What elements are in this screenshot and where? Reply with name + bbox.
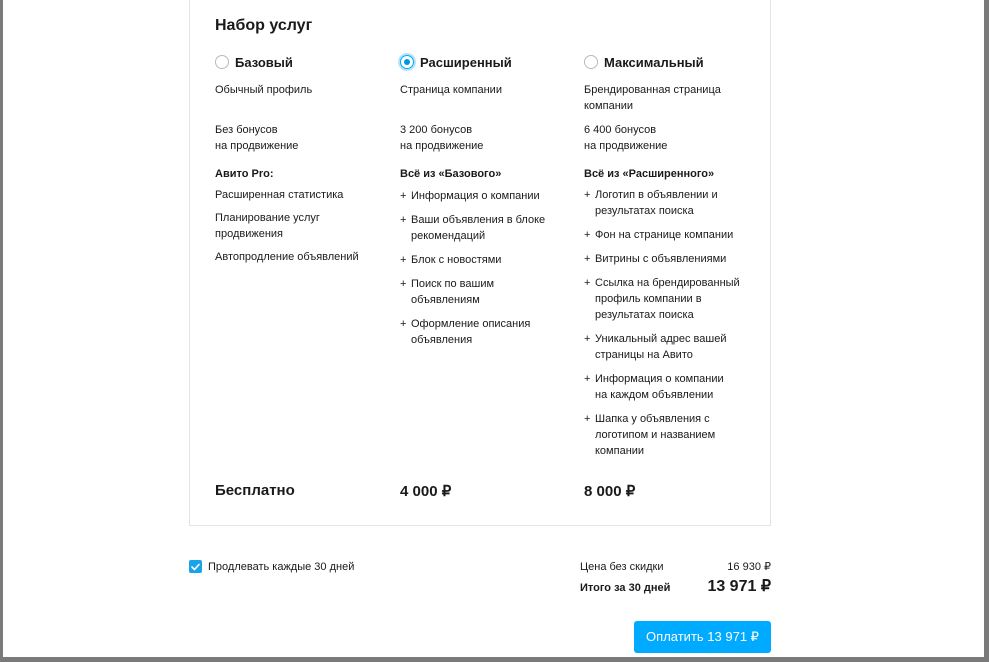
plan-maximum-bonus	[584, 122, 754, 154]
list-item	[400, 188, 570, 204]
total-row	[580, 576, 771, 596]
total-label: Итого за 30 дней	[580, 582, 671, 594]
plan-maximum-features	[584, 187, 754, 467]
no-discount-label: Цена без скидки	[580, 561, 664, 573]
feature-text: Шапка у объявления с логотипом и названием компании	[595, 413, 716, 457]
feature-text: Оформление описания объявления	[411, 318, 531, 346]
plan-basic-price: Бесплатно	[215, 482, 295, 499]
total-value: 13 971 ₽	[707, 578, 771, 595]
plus-icon: +	[584, 229, 591, 241]
feature-text: Фон на странице компании	[595, 229, 734, 241]
feature-text: Логотип в объявлении и результатах поиска	[595, 189, 718, 217]
no-discount-row	[580, 560, 771, 573]
plan-basic-name: Базовый	[235, 54, 293, 70]
feature-text: Блок с новостями	[411, 254, 502, 266]
plan-extended-price: 4 000 ₽	[400, 483, 452, 500]
plan-extended-bonus-amount: 3 200 бонусов	[400, 124, 473, 136]
plus-icon: +	[584, 189, 591, 201]
plan-maximum-description: Брендированная страница компании	[584, 84, 721, 112]
plan-basic-features-title: Авито Pro:	[215, 168, 274, 180]
list-item	[215, 249, 385, 265]
plan-basic-description: Обычный профиль	[215, 84, 313, 96]
plan-extended-description: Страница компании	[400, 84, 502, 96]
plan-basic-features	[215, 187, 385, 272]
list-item	[584, 331, 754, 363]
plan-extended-features	[400, 188, 570, 356]
plan-basic-bonus-purpose: на продвижение	[215, 140, 299, 152]
plan-maximum-radio[interactable]	[584, 55, 598, 69]
plus-icon: +	[584, 333, 591, 345]
plan-basic[interactable]	[215, 54, 385, 263]
plus-icon: +	[400, 254, 407, 266]
plan-extended-features-title: Всё из «Базового»	[400, 168, 502, 180]
renew-checkbox[interactable]	[189, 560, 202, 573]
plan-extended-name: Расширенный	[420, 54, 512, 70]
plan-maximum-features-title: Всё из «Расширенного»	[584, 168, 715, 180]
plan-extended-bonus-purpose: на продвижение	[400, 140, 484, 152]
plan-extended[interactable]	[400, 54, 570, 346]
list-item	[584, 275, 754, 323]
no-discount-value: 16 930 ₽	[727, 561, 771, 573]
plus-icon: +	[584, 413, 591, 425]
feature-text: Расширенная статистика	[215, 189, 344, 201]
plan-basic-bonus-amount: Без бонусов	[215, 124, 278, 136]
renew-label: Продлевать каждые 30 дней	[208, 560, 355, 573]
feature-text: Ссылка на брендированный профиль компании в результатах поиска	[595, 277, 740, 321]
plus-icon: +	[400, 318, 407, 330]
plan-basic-bonus	[215, 122, 385, 154]
plan-extended-bonus	[400, 122, 570, 154]
list-item	[215, 210, 385, 242]
plan-maximum-price: 8 000 ₽	[584, 483, 636, 500]
plus-icon: +	[584, 277, 591, 289]
section-title: Набор услуг	[215, 17, 313, 34]
list-item	[584, 371, 754, 403]
pay-button[interactable]: Оплатить 13 971 ₽	[634, 621, 771, 653]
feature-text: Информация о компании	[411, 190, 540, 202]
renew-option[interactable]	[189, 560, 354, 573]
plan-maximum-bonus-amount: 6 400 бонусов	[584, 124, 657, 136]
feature-text: Автопродление объявлений	[215, 251, 359, 263]
list-item	[584, 227, 754, 243]
services-card	[189, 0, 771, 526]
plan-basic-radio[interactable]	[215, 55, 229, 69]
plan-maximum-name: Максимальный	[604, 54, 704, 70]
list-item	[400, 316, 570, 348]
feature-text: Планирование услуг продвижения	[215, 212, 320, 240]
list-item	[584, 411, 754, 459]
plan-maximum-bonus-purpose: на продвижение	[584, 140, 668, 152]
list-item	[584, 187, 754, 219]
list-item	[400, 252, 570, 268]
plus-icon: +	[400, 214, 407, 226]
plus-icon: +	[400, 190, 407, 202]
list-item	[215, 187, 385, 203]
feature-text: Ваши объявления в блоке рекомендаций	[411, 214, 546, 242]
page-frame	[3, 0, 984, 657]
plan-maximum[interactable]	[584, 54, 754, 457]
plus-icon: +	[400, 278, 407, 290]
plus-icon: +	[584, 253, 591, 265]
plan-extended-radio[interactable]	[400, 55, 414, 69]
list-item	[584, 251, 754, 267]
feature-text: Уникальный адрес вашей страницы на Авито	[595, 333, 727, 361]
list-item	[400, 276, 570, 308]
feature-text: Витрины с объявлениями	[595, 253, 727, 265]
list-item	[400, 212, 570, 244]
feature-text: Информация о компании на каждом объявлении	[595, 373, 724, 401]
feature-text: Поиск по вашим объявлениям	[411, 278, 495, 306]
check-icon	[191, 563, 200, 571]
plus-icon: +	[584, 373, 591, 385]
